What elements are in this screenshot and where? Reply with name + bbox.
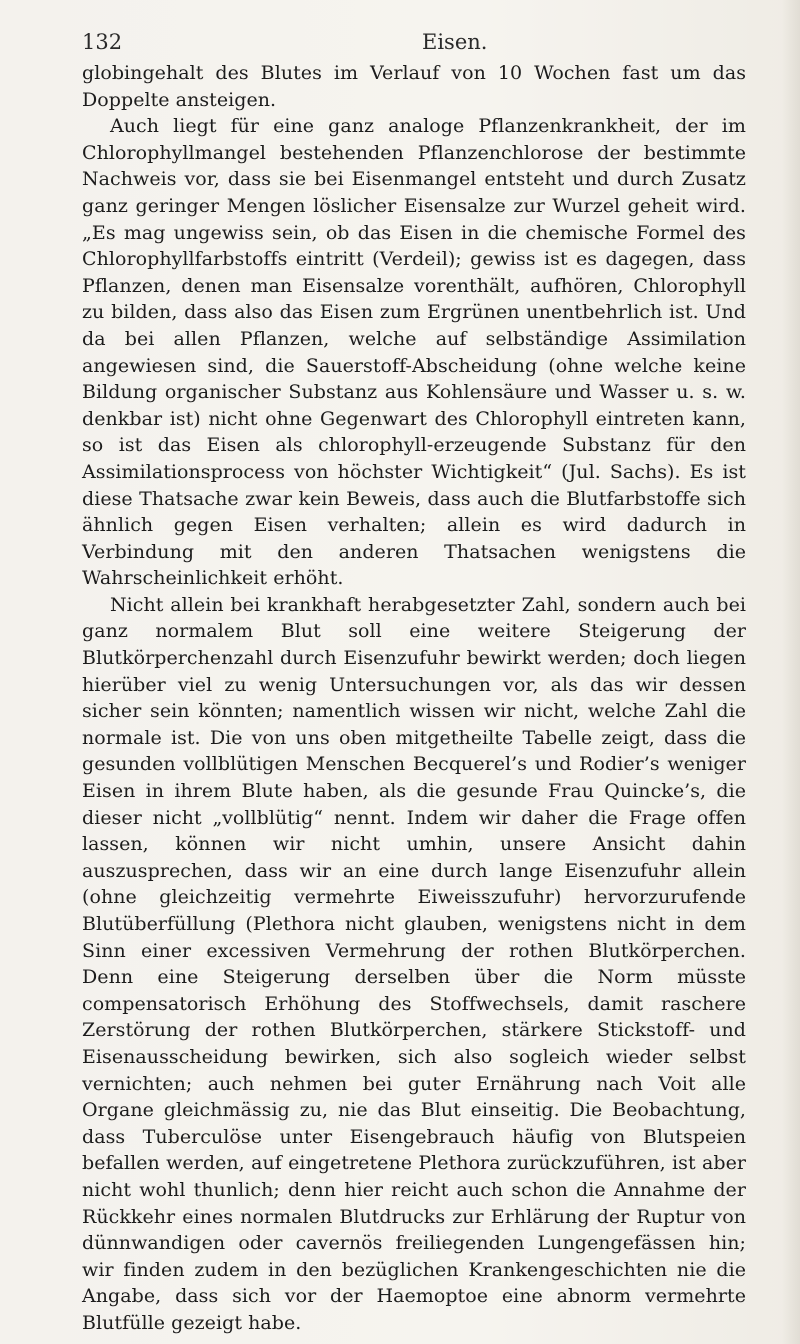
- paragraph-continuation: globingehalt des Blutes im Verlauf von 10 Wochen fast um das Doppelte ansteigen.: [82, 62, 746, 111]
- body-text: [82, 60, 746, 1337]
- page-edge-shadow: [782, 0, 800, 1344]
- paragraph-plethora: Nicht allein bei krankhaft herabgesetzter Zahl, sondern auch bei ganz normalem Blut soll eine weitere Steigerung der Blutkörperchenzahl durch Eisenzufuhr bewirkt werden; doch liegen hierüber viel zu wenig Untersuchungen vor, als das wir dessen sicher sein könnten; namentlich wissen wir nicht, welche Zahl die normale ist. Die von uns oben mitgetheilte Tabelle zeigt, dass die gesunden vollblütigen Menschen Becquerel’s und Rodier’s weniger Eisen in ihrem Blute haben, als die gesunde Frau Quincke’s, die dieser nicht „vollblütig“ nennt. Indem wir daher die Frage offen lassen, können wir nicht umhin, unsere Ansicht dahin auszusprechen, dass wir an eine durch lange Eisenzufuhr allein (ohne gleichzeitig vermehrte Eiweisszufuhr) hervorzurufende Blutüberfüllung (Plethora nicht glauben, wenigstens nicht in dem Sinn einer excessiven Vermehrung der rothen Blutkörperchen. Denn eine Steigerung derselben über die Norm müsste compensatorisch Erhöhung des Stoffwechsels, damit raschere Zerstörung der rothen Blutkörperchen, stärkere Stickstoff- und Eisenausscheidung bewirken, sich also sogleich wieder selbst vernichten; auch nehmen bei guter Ernährung nach Voit alle Organe gleichmässig zu, nie das Blut einseitig. Die Beobachtung, dass Tuberculöse unter Eisengebrauch häufig von Blutspeien befallen werden, auf eingetretene Plethora zurückzuführen, ist aber nicht wohl thunlich; denn hier reicht auch schon die Annahme der Rückkehr eines normalen Blutdrucks zur Erhlärung der Ruptur von dünnwandigen oder cavernös freiliegenden Lungengefässen hin; wir finden zudem in den bezüglichen Krankengeschichten nie die Angabe, dass sich vor der Haemoptoe eine abnorm vermehrte Blutfülle gezeigt habe.: [82, 593, 746, 1334]
- page-header: [82, 30, 742, 60]
- page-number: 132: [82, 30, 123, 54]
- paragraph-plant-chlorosis: Auch liegt für eine ganz analoge Pflanzenkrankheit, der im Chlorophyllmangel bestehenden Pflanzenchlorose der bestimmte Nachweis vor, dass sie bei Eisenmangel entsteht und durch Zusatz ganz geringer Mengen löslicher Eisensalze zur Wurzel geheit wird. „Es mag ungewiss sein, ob das Eisen in die chemische Formel des Chlorophyllfarbstoffs eintritt (Verdeil); gewiss ist es dagegen, dass Pflanzen, denen man Eisensalze vorenthält, aufhören, Chlorophyll zu bilden, dass also das Eisen zum Ergrünen unentbehrlich ist. Und da bei allen Pflanzen, welche auf selbständige Assimilation angewiesen sind, die Sauerstoff-Abscheidung (ohne welche keine Bildung organischer Substanz aus Kohlensäure und Wasser u. s. w. denkbar ist) nicht ohne Gegenwart des Chlorophyll eintreten kann, so ist das Eisen als chlorophyll-erzeugende Substanz für den Assimilationsprocess von höchster Wichtigkeit“ (Jul. Sachs). Es ist diese Thatsache zwar kein Beweis, dass auch die Blutfarbstoffe sich ähnlich gegen Eisen verhalten; allein es wird dadurch in Verbindung mit den anderen Thatsachen wenigstens die Wahrscheinlichkeit erhöht.: [82, 115, 746, 590]
- running-head: Eisen.: [422, 30, 488, 54]
